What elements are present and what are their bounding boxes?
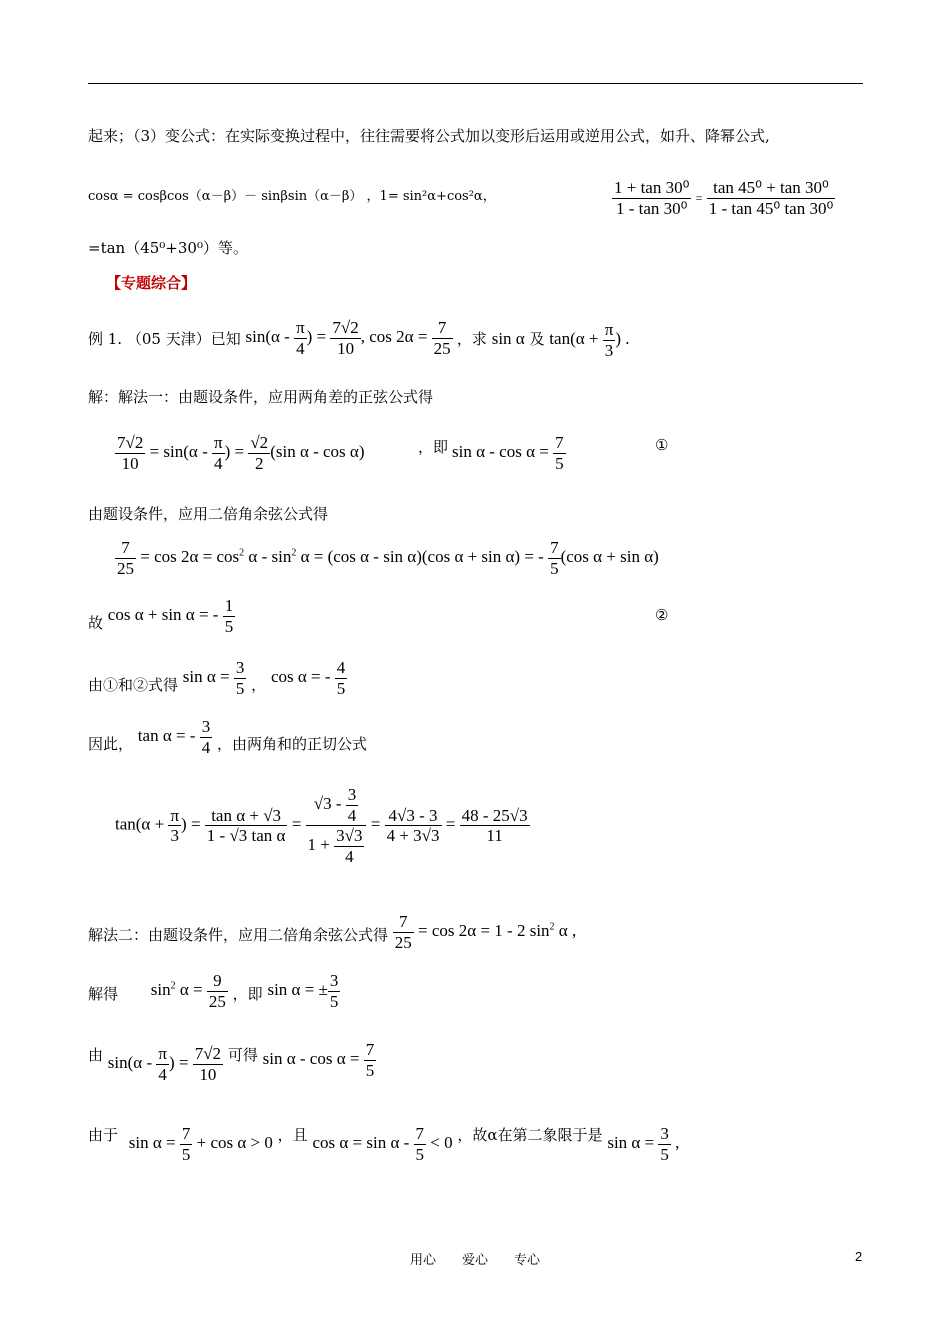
jiede-line: 解得 $\sin^2 \alpha$ = $\frac{9}{25}$ ，即 sin α = ± $\frac{3}{5}$ bbox=[88, 971, 339, 1011]
you-line: 由 sin(α - $\frac{\pi}{4}$ ) = $\frac{7√2}{10}$ 可得 sin α - cos α = $\frac{7}{5}$ bbox=[88, 1040, 375, 1084]
marker-2: ② bbox=[655, 606, 669, 624]
tan-fraction-group bbox=[612, 178, 835, 218]
solution-2-prefix: 解法二：由题设条件，应用二倍角余弦公式得 bbox=[88, 925, 389, 944]
solution-2: 解法二：由题设条件，应用二倍角余弦公式得 $\frac{7}{25}$ = cos 2α = 1 - 2 $\sin^2 \alpha$ , bbox=[88, 912, 577, 952]
you-label: 由 bbox=[88, 1045, 104, 1064]
youyu-label: 由于 bbox=[88, 1125, 119, 1144]
equation-1-ji: ，即 bbox=[418, 438, 449, 456]
header-rule bbox=[88, 83, 863, 84]
page-footer: 用心 爱心 专心 bbox=[409, 1253, 540, 1268]
equation-4: 由①和②式得 sin α = $\frac{3}{5}$ ， cos α = - $\frac{4}{5}$ bbox=[88, 658, 346, 698]
text-line-1: 起来；（3）变公式：在实际变换过程中，往往需要将公式加以变形后运用或逆用公式，如升、降幂公式, bbox=[88, 127, 770, 145]
marker-1: ① bbox=[655, 436, 669, 454]
example-1-sin: sin α bbox=[491, 328, 525, 348]
example-1-prefix: 例 1. （05 天津）已知 bbox=[88, 329, 241, 348]
text-line-3: =tan（45⁰+30⁰）等。 bbox=[88, 239, 248, 257]
fraction-1-num: 1 + tan 30⁰ bbox=[614, 178, 690, 197]
fraction-2-num: tan 45⁰ + tan 30⁰ bbox=[707, 178, 836, 199]
example-1-condition: sin(α - $\frac{\pi}{4}$ ) = $\frac{7√2}{10}$ , cos 2α = $\frac{7}{25}$ bbox=[245, 318, 451, 358]
equation-6: tan(α + $\frac{\pi}{3}$ ) = $\frac{\text{tan α + √3}}{\text{1 - √3 tan α}}$ = √3 - $\frac{3}{4}$ 1 + $\frac{3√3}{4}$ = $\frac{4√3 - 3}{4 + 3√3}$ = $\frac{48 - 25√3}{11}$ bbox=[115, 785, 528, 866]
equation-2: $\frac{7}{25}$ = $\cos 2\alpha = \cos^2 \alpha - \sin^2 \alpha = (\cos$ α - sin α)(cos α + sin α) = - $\frac{7}{5}$ (cos α + sin α) bbox=[117, 538, 659, 578]
fraction-1-den: 1 - tan 30⁰ bbox=[615, 198, 688, 218]
example-1 bbox=[88, 320, 630, 360]
equation-1: $\frac{7√2}{10}$ = sin(α - $\frac{\pi}{4}$ ) = $\frac{√2}{2}$ (sin α - cos α) bbox=[117, 433, 365, 473]
formula-text: cosα = cosβcos（α－β）－ sinβsin（α－β） ，1= sin²α+cos²α， bbox=[88, 189, 496, 204]
jiede-mid: ，即 bbox=[232, 984, 263, 1003]
equation-3: 故 cos α + sin α = - $\frac{1}{5}$ bbox=[88, 596, 234, 636]
jiede-label: 解得 bbox=[88, 984, 119, 1003]
condition-2-text: 由题设条件，应用二倍角余弦公式得 bbox=[88, 505, 329, 523]
solution-1-intro: 解：解法一：由题设条件，应用两角差的正弦公式得 bbox=[88, 388, 434, 406]
section-heading: 【专题综合】 bbox=[106, 274, 197, 292]
formula-line-2 bbox=[88, 190, 496, 203]
fraction-2-den: 1 - tan 45⁰ tan 30⁰ bbox=[708, 198, 834, 218]
equation-4-sep: ， bbox=[251, 675, 267, 694]
kede-label: 可得 bbox=[227, 1045, 258, 1064]
equation-1-result: sin α - cos α = $\frac{7}{5}$ bbox=[452, 433, 564, 473]
equation-5-suffix: ，由两角和的正切公式 bbox=[217, 734, 368, 753]
example-1-tan: tan(α + $\frac{\pi}{3}$ ) . bbox=[549, 320, 630, 360]
equation-4-prefix: 由①和②式得 bbox=[88, 675, 179, 694]
fraction-1 bbox=[612, 178, 691, 218]
page-number: 2 bbox=[855, 1249, 863, 1264]
qie-label: ，且 bbox=[277, 1125, 308, 1144]
gu-label: ，故α在第二象限于是 bbox=[457, 1125, 603, 1144]
equals-sign: = bbox=[695, 190, 703, 205]
youyu-line: 由于 sin α = $\frac{7}{5}$ + cos α > 0 ，且 cos α = sin α - $\frac{7}{5}$ < 0 ，故α在第二象限于是 sin α = $\frac{3}{5}$ , bbox=[88, 1124, 680, 1164]
fraction-2 bbox=[707, 178, 836, 218]
equation-5: 因此， tan α = - $\frac{3}{4}$ ，由两角和的正切公式 bbox=[88, 717, 368, 757]
example-1-ask: ，求 bbox=[456, 329, 487, 348]
equation-3-prefix: 故 bbox=[88, 613, 104, 632]
equation-5-prefix: 因此， bbox=[88, 734, 134, 753]
example-1-and: 及 bbox=[529, 329, 545, 348]
